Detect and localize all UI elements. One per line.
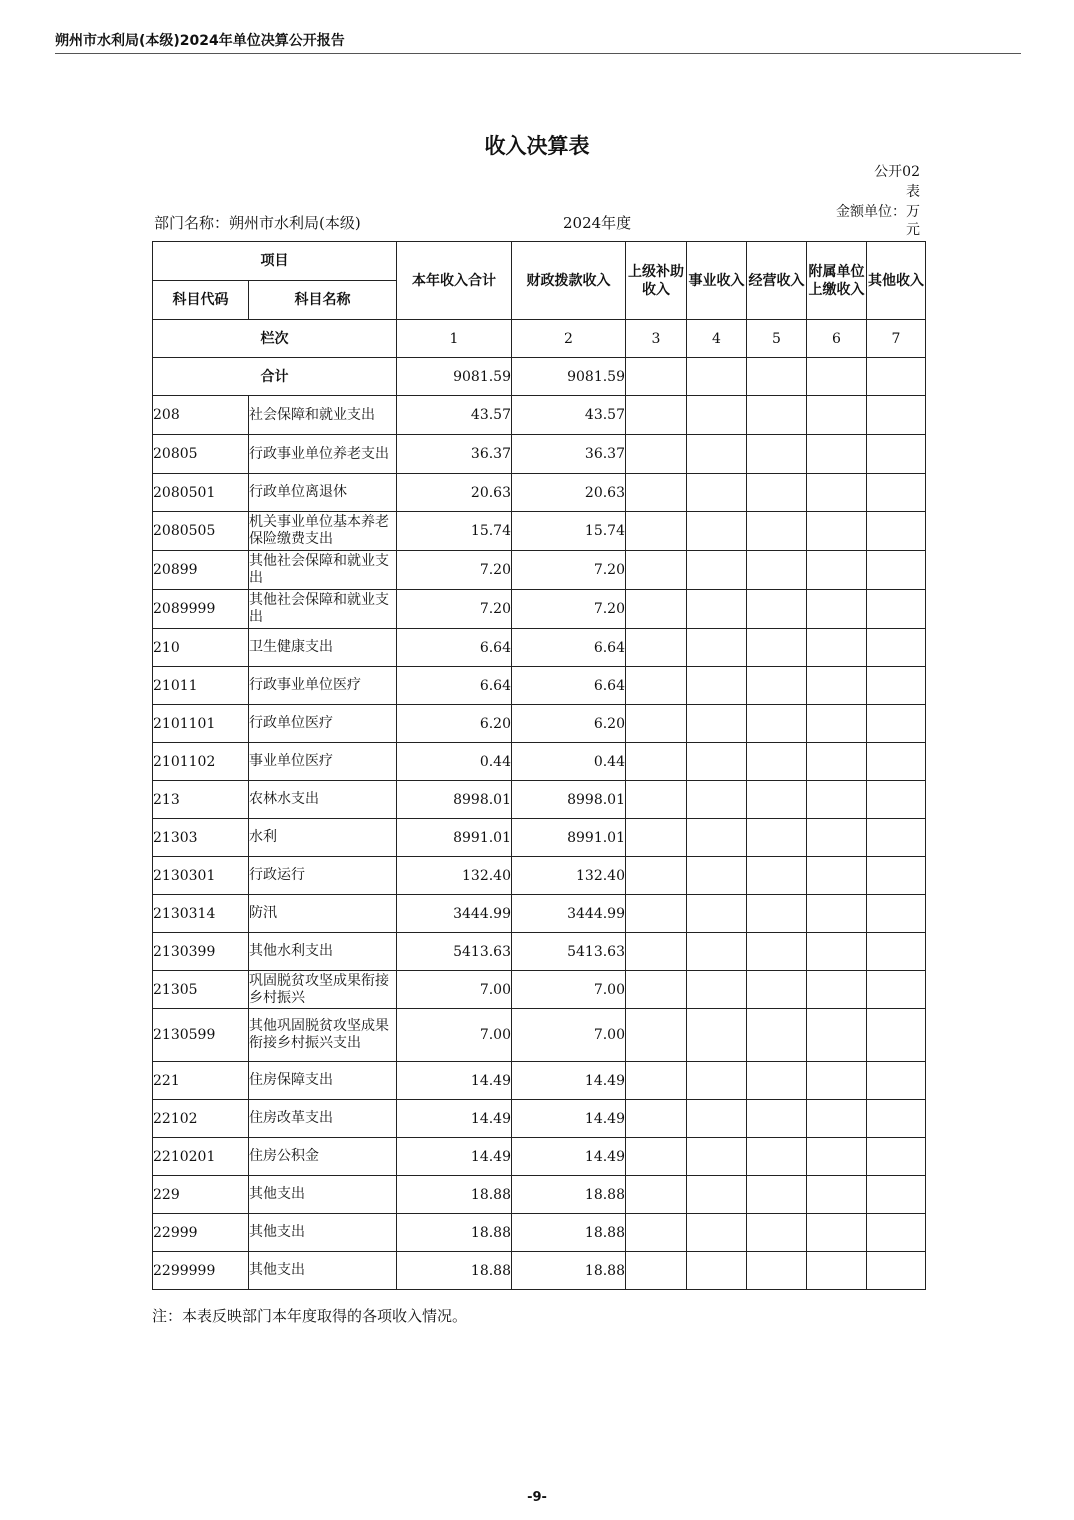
table-row bbox=[153, 857, 926, 895]
empty-cell bbox=[626, 971, 687, 1009]
running-header: 朔州市水利局(本级)2024年单位决算公开报告 bbox=[55, 33, 345, 49]
subject-code: 20899 bbox=[153, 551, 249, 590]
empty-cell bbox=[807, 933, 867, 971]
empty-cell bbox=[747, 743, 807, 781]
table-row bbox=[153, 1062, 926, 1100]
column-index-label: 栏次 bbox=[153, 320, 397, 358]
subject-name: 行政单位离退休 bbox=[249, 474, 397, 512]
empty-cell bbox=[626, 1252, 687, 1290]
empty-cell bbox=[807, 1214, 867, 1252]
empty-cell bbox=[867, 819, 926, 857]
table-note: 注：本表反映部门本年度取得的各项收入情况。 bbox=[152, 1307, 468, 1325]
subject-name: 农林水支出 bbox=[249, 781, 397, 819]
fiscal-income-cell: 8998.01 bbox=[512, 781, 626, 819]
total-income-cell: 7.00 bbox=[397, 1009, 512, 1062]
empty-cell bbox=[807, 819, 867, 857]
total-income-cell: 18.88 bbox=[397, 1252, 512, 1290]
total-income-value: 9081.59 bbox=[397, 358, 512, 396]
empty-cell bbox=[807, 512, 867, 551]
empty-cell bbox=[626, 667, 687, 705]
header-divider bbox=[55, 53, 1021, 54]
table-row bbox=[153, 1138, 926, 1176]
fiscal-income-cell: 3444.99 bbox=[512, 895, 626, 933]
fiscal-income-cell: 6.20 bbox=[512, 705, 626, 743]
empty-cell bbox=[687, 1214, 747, 1252]
empty-cell bbox=[626, 895, 687, 933]
empty-cell bbox=[687, 743, 747, 781]
column-index: 4 bbox=[687, 320, 747, 358]
empty-cell bbox=[626, 705, 687, 743]
subject-name: 水利 bbox=[249, 819, 397, 857]
subject-code: 21011 bbox=[153, 667, 249, 705]
empty-cell bbox=[867, 895, 926, 933]
subject-name: 行政运行 bbox=[249, 857, 397, 895]
total-income-cell: 8998.01 bbox=[397, 781, 512, 819]
total-row bbox=[153, 358, 926, 396]
subject-code: 2299999 bbox=[153, 1252, 249, 1290]
empty-cell bbox=[807, 895, 867, 933]
column-index: 6 bbox=[807, 320, 867, 358]
header-total-income: 本年收入合计 bbox=[397, 242, 512, 320]
empty-cell bbox=[807, 1009, 867, 1062]
empty-cell bbox=[867, 743, 926, 781]
fiscal-income-cell: 7.20 bbox=[512, 551, 626, 590]
total-income-cell: 0.44 bbox=[397, 743, 512, 781]
fiscal-income-cell: 14.49 bbox=[512, 1138, 626, 1176]
empty-cell bbox=[807, 1176, 867, 1214]
empty-cell bbox=[867, 857, 926, 895]
empty-cell bbox=[687, 551, 747, 590]
department-name: 部门名称：朔州市水利局(本级) bbox=[154, 214, 361, 232]
empty-cell bbox=[747, 971, 807, 1009]
empty-cell bbox=[626, 1214, 687, 1252]
subject-code: 2101101 bbox=[153, 705, 249, 743]
column-index-row bbox=[153, 320, 926, 358]
subject-name: 住房保障支出 bbox=[249, 1062, 397, 1100]
empty-cell bbox=[807, 396, 867, 435]
empty-cell bbox=[747, 396, 807, 435]
header-subject-name: 科目名称 bbox=[249, 281, 397, 320]
header-affiliate-income: 附属单位上缴收入 bbox=[807, 242, 867, 320]
empty-cell bbox=[867, 705, 926, 743]
amount-unit-line-1: 金额单位：万 bbox=[836, 204, 920, 220]
subject-name: 住房改革支出 bbox=[249, 1100, 397, 1138]
empty-cell bbox=[807, 857, 867, 895]
empty-cell bbox=[687, 781, 747, 819]
table-row bbox=[153, 474, 926, 512]
empty-cell bbox=[867, 1009, 926, 1062]
table-row bbox=[153, 819, 926, 857]
empty-cell bbox=[626, 551, 687, 590]
table-row bbox=[153, 396, 926, 435]
subject-code: 213 bbox=[153, 781, 249, 819]
subject-name: 住房公积金 bbox=[249, 1138, 397, 1176]
form-code-line-2: 表 bbox=[906, 184, 920, 200]
header-superior-subsidy: 上级补助收入 bbox=[626, 242, 687, 320]
subject-code: 2080505 bbox=[153, 512, 249, 551]
empty-cell bbox=[867, 1138, 926, 1176]
empty-cell bbox=[747, 1214, 807, 1252]
empty-cell bbox=[747, 933, 807, 971]
total-income-cell: 3444.99 bbox=[397, 895, 512, 933]
total-income-cell: 36.37 bbox=[397, 435, 512, 474]
subject-name: 行政事业单位医疗 bbox=[249, 667, 397, 705]
empty-cell bbox=[867, 396, 926, 435]
subject-code: 20805 bbox=[153, 435, 249, 474]
empty-cell bbox=[626, 1138, 687, 1176]
subject-name: 机关事业单位基本养老保险缴费支出 bbox=[249, 512, 397, 551]
empty-cell bbox=[807, 1100, 867, 1138]
empty-cell bbox=[807, 971, 867, 1009]
empty-cell bbox=[687, 857, 747, 895]
empty-cell bbox=[747, 781, 807, 819]
header-subject-code: 科目代码 bbox=[153, 281, 249, 320]
table-row bbox=[153, 705, 926, 743]
column-index: 7 bbox=[867, 320, 926, 358]
empty-cell bbox=[807, 629, 867, 667]
empty-cell bbox=[747, 705, 807, 743]
table-row bbox=[153, 743, 926, 781]
fiscal-income-cell: 43.57 bbox=[512, 396, 626, 435]
subject-code: 208 bbox=[153, 396, 249, 435]
empty-cell bbox=[687, 895, 747, 933]
empty-cell bbox=[867, 629, 926, 667]
empty-cell bbox=[807, 1252, 867, 1290]
fiscal-income-cell: 6.64 bbox=[512, 629, 626, 667]
empty-cell bbox=[626, 781, 687, 819]
fiscal-income-cell: 7.00 bbox=[512, 1009, 626, 1062]
table-row bbox=[153, 933, 926, 971]
subject-code: 2210201 bbox=[153, 1138, 249, 1176]
column-index: 5 bbox=[747, 320, 807, 358]
page-number: -9- bbox=[527, 1490, 547, 1505]
fiscal-income-cell: 8991.01 bbox=[512, 819, 626, 857]
fiscal-income-cell: 18.88 bbox=[512, 1176, 626, 1214]
subject-code: 2101102 bbox=[153, 743, 249, 781]
amount-unit-line-2: 元 bbox=[906, 222, 920, 238]
page-title: 收入决算表 bbox=[484, 134, 590, 158]
subject-name: 行政单位医疗 bbox=[249, 705, 397, 743]
header-business-income: 事业收入 bbox=[687, 242, 747, 320]
empty-cell bbox=[747, 435, 807, 474]
empty-cell bbox=[747, 819, 807, 857]
fiscal-income-cell: 14.49 bbox=[512, 1062, 626, 1100]
empty-cell bbox=[867, 512, 926, 551]
fiscal-income-cell: 5413.63 bbox=[512, 933, 626, 971]
subject-name: 卫生健康支出 bbox=[249, 629, 397, 667]
empty-cell bbox=[747, 1009, 807, 1062]
fiscal-income-cell: 14.49 bbox=[512, 1100, 626, 1138]
empty-cell bbox=[626, 1062, 687, 1100]
empty-cell bbox=[867, 971, 926, 1009]
subject-code: 2130399 bbox=[153, 933, 249, 971]
empty-cell bbox=[807, 743, 867, 781]
empty-cell bbox=[626, 512, 687, 551]
empty-cell bbox=[747, 1176, 807, 1214]
empty-cell bbox=[687, 1009, 747, 1062]
total-fiscal-value: 9081.59 bbox=[512, 358, 626, 396]
table-row bbox=[153, 781, 926, 819]
empty-cell bbox=[867, 474, 926, 512]
empty-cell bbox=[747, 667, 807, 705]
table-row bbox=[153, 512, 926, 551]
column-index: 1 bbox=[397, 320, 512, 358]
empty-cell bbox=[747, 551, 807, 590]
empty-cell bbox=[687, 933, 747, 971]
table-row bbox=[153, 435, 926, 474]
income-table bbox=[152, 241, 926, 1290]
total-income-cell: 7.20 bbox=[397, 551, 512, 590]
empty-cell bbox=[867, 590, 926, 629]
empty-cell bbox=[807, 705, 867, 743]
subject-name: 行政事业单位养老支出 bbox=[249, 435, 397, 474]
empty-cell bbox=[807, 1138, 867, 1176]
empty-cell bbox=[626, 1009, 687, 1062]
table-row bbox=[153, 971, 926, 1009]
total-income-cell: 7.20 bbox=[397, 590, 512, 629]
empty-cell bbox=[747, 857, 807, 895]
subject-code: 22999 bbox=[153, 1214, 249, 1252]
fiscal-income-cell: 20.63 bbox=[512, 474, 626, 512]
table-row bbox=[153, 1176, 926, 1214]
subject-name: 事业单位医疗 bbox=[249, 743, 397, 781]
header-fiscal-income: 财政拨款收入 bbox=[512, 242, 626, 320]
subject-code: 22102 bbox=[153, 1100, 249, 1138]
total-income-cell: 18.88 bbox=[397, 1214, 512, 1252]
empty-cell bbox=[807, 435, 867, 474]
column-index: 2 bbox=[512, 320, 626, 358]
empty-cell bbox=[807, 1062, 867, 1100]
total-income-cell: 14.49 bbox=[397, 1100, 512, 1138]
empty-cell bbox=[687, 971, 747, 1009]
empty-cell bbox=[687, 819, 747, 857]
empty-cell bbox=[687, 629, 747, 667]
total-income-cell: 43.57 bbox=[397, 396, 512, 435]
empty-cell bbox=[867, 435, 926, 474]
subject-code: 2130301 bbox=[153, 857, 249, 895]
empty-cell bbox=[747, 629, 807, 667]
total-income-cell: 14.49 bbox=[397, 1138, 512, 1176]
empty-cell bbox=[807, 590, 867, 629]
empty-cell bbox=[626, 474, 687, 512]
total-income-cell: 8991.01 bbox=[397, 819, 512, 857]
total-income-cell: 14.49 bbox=[397, 1062, 512, 1100]
subject-code: 2130314 bbox=[153, 895, 249, 933]
total-income-cell: 6.64 bbox=[397, 629, 512, 667]
total-income-cell: 132.40 bbox=[397, 857, 512, 895]
fiscal-income-cell: 18.88 bbox=[512, 1214, 626, 1252]
subject-name: 巩固脱贫攻坚成果衔接乡村振兴 bbox=[249, 971, 397, 1009]
subject-code: 2080501 bbox=[153, 474, 249, 512]
empty-cell bbox=[626, 396, 687, 435]
empty-cell bbox=[867, 1176, 926, 1214]
table-row bbox=[153, 1009, 926, 1062]
subject-code: 2130599 bbox=[153, 1009, 249, 1062]
total-income-cell: 18.88 bbox=[397, 1176, 512, 1214]
header-operating-income: 经营收入 bbox=[747, 242, 807, 320]
empty-cell bbox=[626, 1176, 687, 1214]
empty-cell bbox=[747, 474, 807, 512]
empty-cell bbox=[626, 629, 687, 667]
empty-cell bbox=[747, 512, 807, 551]
empty-cell bbox=[626, 743, 687, 781]
column-index: 3 bbox=[626, 320, 687, 358]
fiscal-income-cell: 132.40 bbox=[512, 857, 626, 895]
table-row bbox=[153, 1214, 926, 1252]
total-income-cell: 7.00 bbox=[397, 971, 512, 1009]
empty-cell bbox=[687, 667, 747, 705]
subject-code: 221 bbox=[153, 1062, 249, 1100]
fiscal-income-cell: 7.00 bbox=[512, 971, 626, 1009]
table-row bbox=[153, 1252, 926, 1290]
subject-name: 其他巩固脱贫攻坚成果衔接乡村振兴支出 bbox=[249, 1009, 397, 1062]
total-income-cell: 5413.63 bbox=[397, 933, 512, 971]
empty-cell bbox=[687, 705, 747, 743]
total-income-cell: 20.63 bbox=[397, 474, 512, 512]
total-income-cell: 6.20 bbox=[397, 705, 512, 743]
empty-cell bbox=[747, 1062, 807, 1100]
total-income-cell: 15.74 bbox=[397, 512, 512, 551]
subject-name: 其他支出 bbox=[249, 1214, 397, 1252]
subject-name: 防汛 bbox=[249, 895, 397, 933]
table-row bbox=[153, 895, 926, 933]
empty-cell bbox=[687, 1176, 747, 1214]
empty-cell bbox=[687, 396, 747, 435]
empty-cell bbox=[867, 1214, 926, 1252]
table-row bbox=[153, 590, 926, 629]
fiscal-income-cell: 18.88 bbox=[512, 1252, 626, 1290]
empty-cell bbox=[867, 781, 926, 819]
empty-cell bbox=[687, 435, 747, 474]
table-row bbox=[153, 629, 926, 667]
empty-cell bbox=[687, 512, 747, 551]
fiscal-income-cell: 36.37 bbox=[512, 435, 626, 474]
table-row bbox=[153, 667, 926, 705]
empty-cell bbox=[807, 474, 867, 512]
subject-name: 社会保障和就业支出 bbox=[249, 396, 397, 435]
empty-cell bbox=[626, 590, 687, 629]
table-row bbox=[153, 1100, 926, 1138]
fiscal-income-cell: 6.64 bbox=[512, 667, 626, 705]
subject-code: 210 bbox=[153, 629, 249, 667]
subject-code: 229 bbox=[153, 1176, 249, 1214]
subject-code: 21305 bbox=[153, 971, 249, 1009]
form-code-line-1: 公开02 bbox=[874, 164, 920, 180]
empty-cell bbox=[867, 1062, 926, 1100]
empty-cell bbox=[867, 933, 926, 971]
empty-cell bbox=[747, 1100, 807, 1138]
empty-cell bbox=[626, 819, 687, 857]
form-code bbox=[868, 162, 920, 202]
fiscal-income-cell: 7.20 bbox=[512, 590, 626, 629]
subject-code: 21303 bbox=[153, 819, 249, 857]
empty-cell bbox=[687, 1138, 747, 1176]
table-row bbox=[153, 551, 926, 590]
header-item: 项目 bbox=[153, 242, 397, 281]
total-income-cell: 6.64 bbox=[397, 667, 512, 705]
empty-cell bbox=[867, 551, 926, 590]
empty-cell bbox=[626, 435, 687, 474]
empty-cell bbox=[807, 781, 867, 819]
empty-cell bbox=[747, 1252, 807, 1290]
subject-name: 其他支出 bbox=[249, 1176, 397, 1214]
header-other-income: 其他收入 bbox=[867, 242, 926, 320]
empty-cell bbox=[747, 895, 807, 933]
total-label: 合计 bbox=[153, 358, 397, 396]
subject-name: 其他支出 bbox=[249, 1252, 397, 1290]
empty-cell bbox=[626, 1100, 687, 1138]
empty-cell bbox=[626, 857, 687, 895]
subject-name: 其他水利支出 bbox=[249, 933, 397, 971]
empty-cell bbox=[687, 1062, 747, 1100]
empty-cell bbox=[687, 590, 747, 629]
fiscal-year: 2024年度 bbox=[563, 214, 632, 232]
fiscal-income-cell: 15.74 bbox=[512, 512, 626, 551]
amount-unit bbox=[820, 203, 920, 239]
empty-cell bbox=[807, 551, 867, 590]
empty-cell bbox=[867, 667, 926, 705]
empty-cell bbox=[626, 933, 687, 971]
empty-cell bbox=[687, 1100, 747, 1138]
empty-cell bbox=[687, 474, 747, 512]
empty-cell bbox=[747, 590, 807, 629]
empty-cell bbox=[747, 1138, 807, 1176]
empty-cell bbox=[867, 1252, 926, 1290]
empty-cell bbox=[687, 1252, 747, 1290]
empty-cell bbox=[807, 667, 867, 705]
subject-name: 其他社会保障和就业支出 bbox=[249, 551, 397, 590]
fiscal-income-cell: 0.44 bbox=[512, 743, 626, 781]
subject-code: 2089999 bbox=[153, 590, 249, 629]
subject-name: 其他社会保障和就业支出 bbox=[249, 590, 397, 629]
empty-cell bbox=[867, 1100, 926, 1138]
